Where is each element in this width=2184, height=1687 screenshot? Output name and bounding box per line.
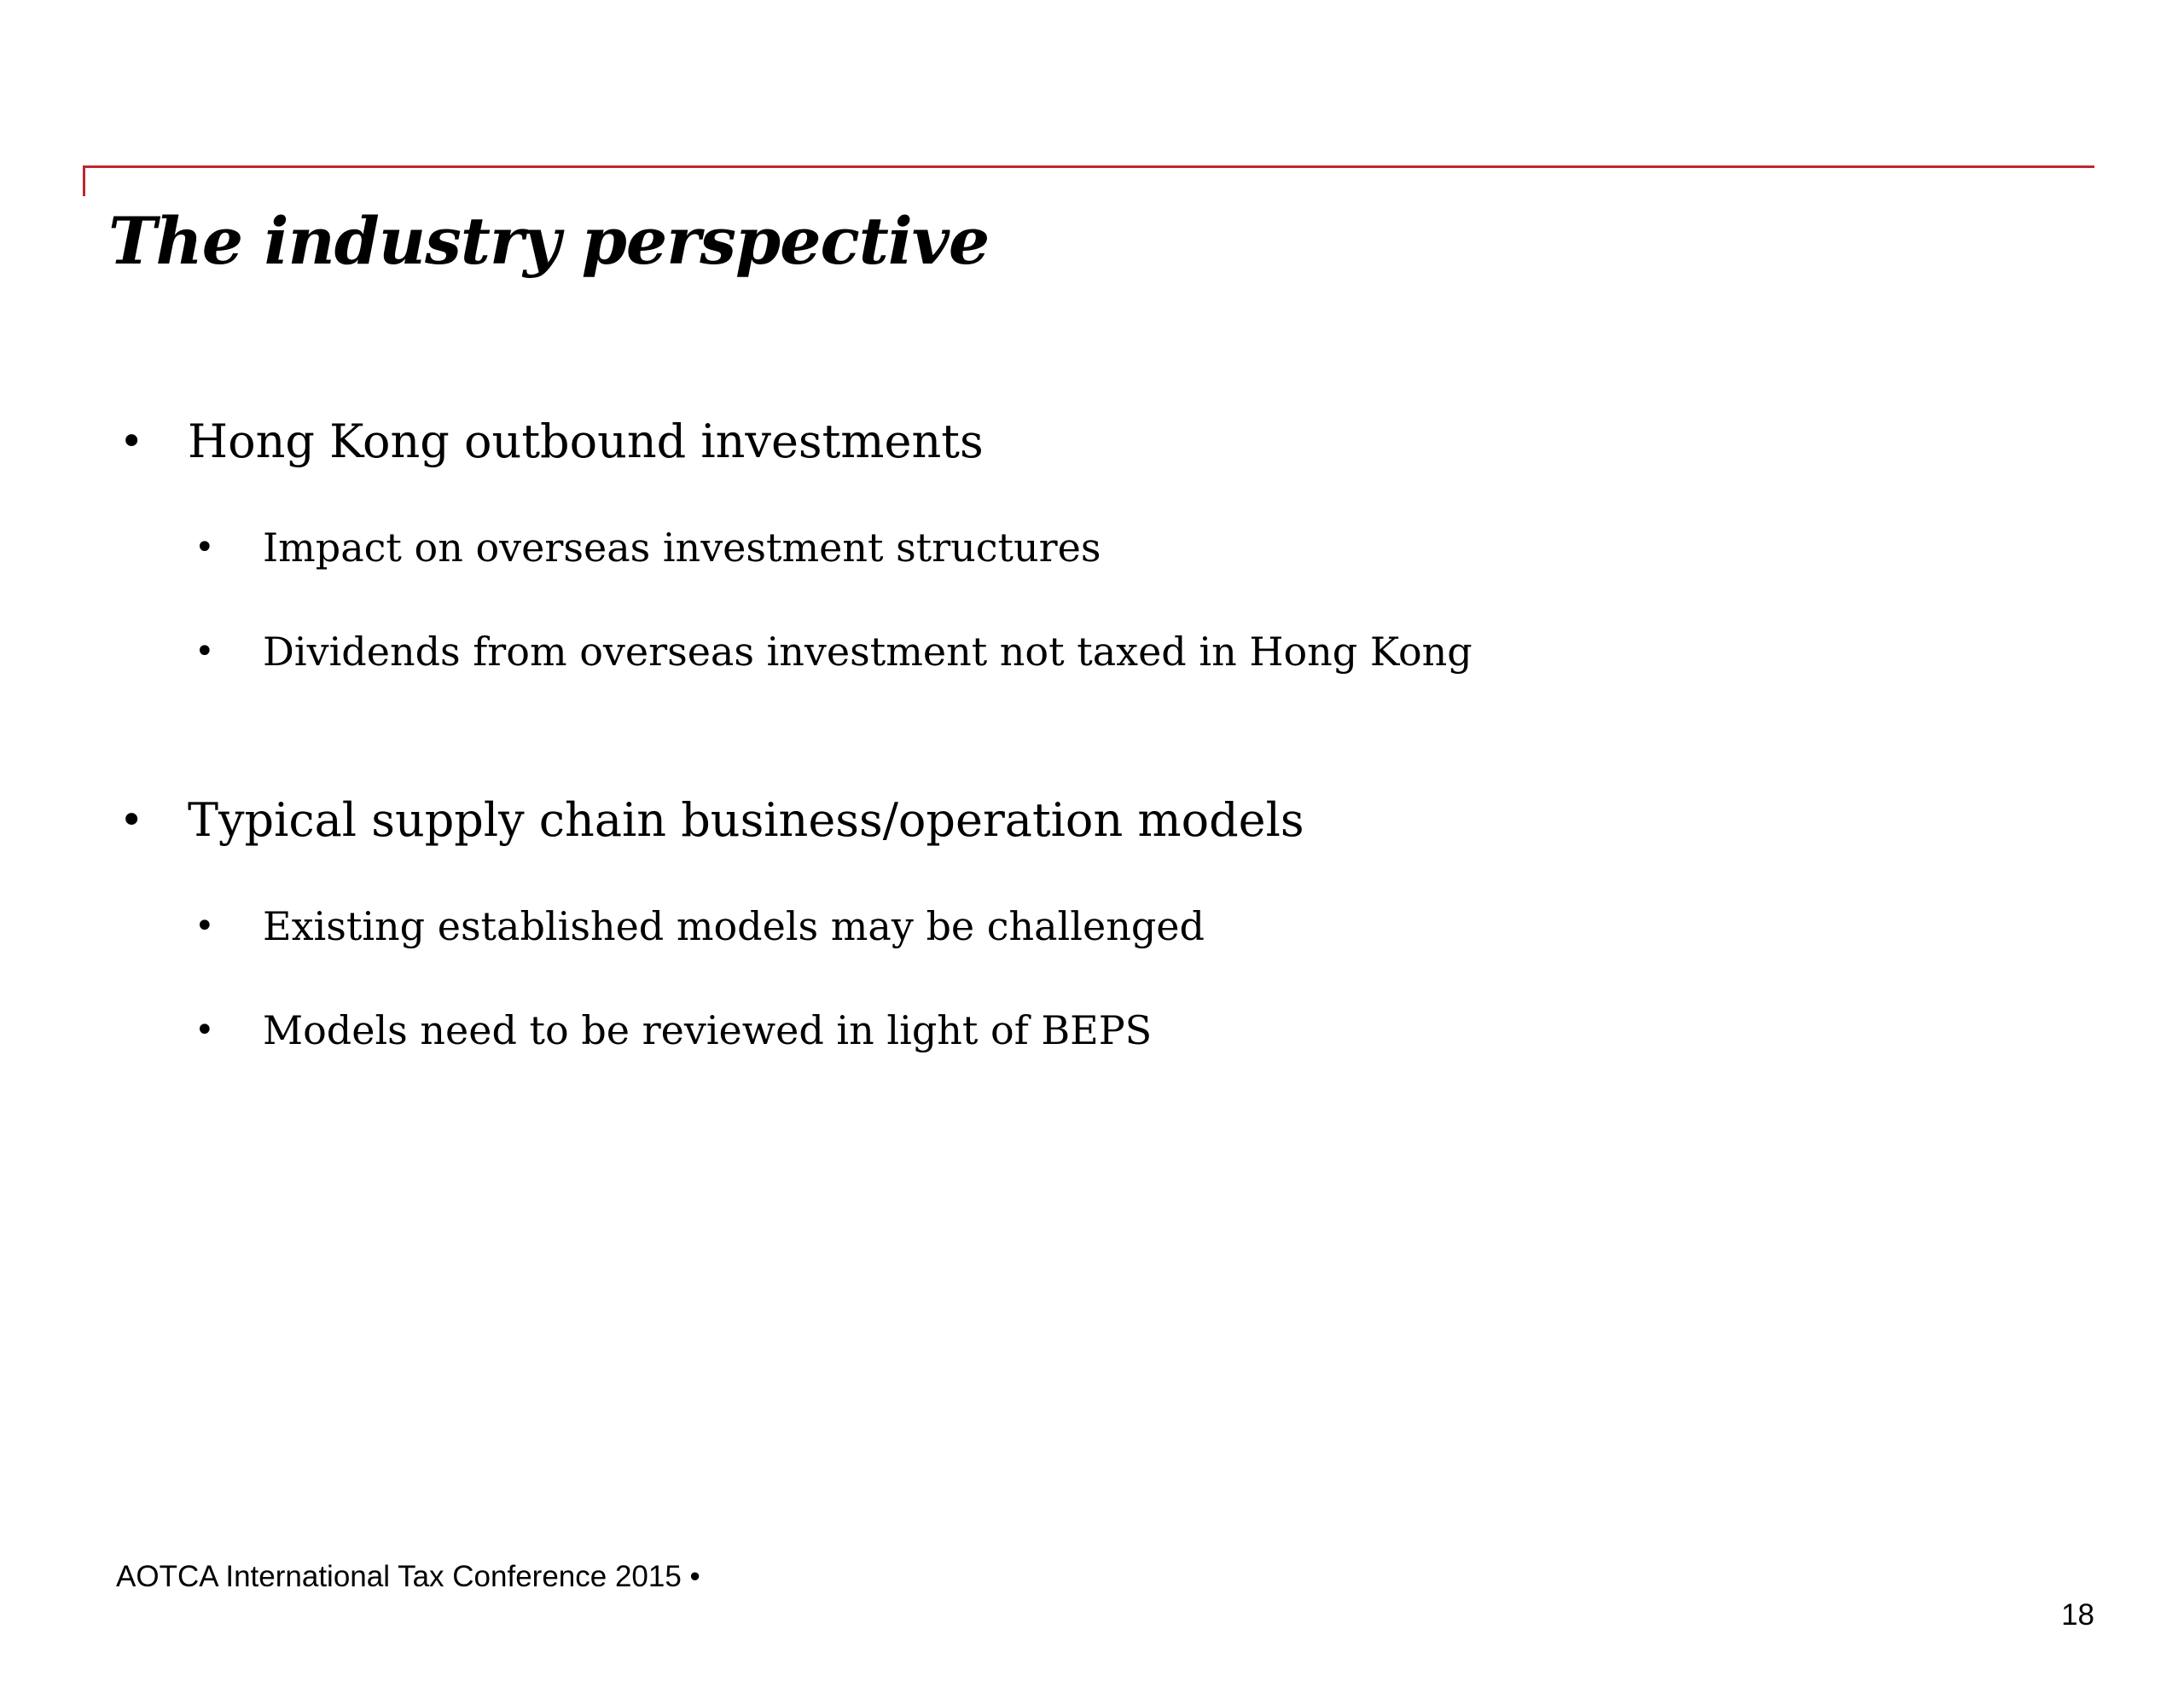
sub-bullet-text: Impact on overseas investment structures xyxy=(263,525,1101,571)
bullet-dot-icon: • xyxy=(119,418,144,466)
bullet-dot-icon: • xyxy=(195,907,215,946)
footer-conference-label: AOTCA International Tax Conference 2015 • xyxy=(116,1560,700,1593)
bullet-dot-icon: • xyxy=(119,797,144,844)
sub-bullet-text: Dividends from overseas investment not taxed in Hong Kong xyxy=(263,629,1472,675)
bullet-dot-icon: • xyxy=(195,1011,215,1050)
page-number: 18 xyxy=(2061,1598,2094,1632)
bullet-text: Hong Kong outbound investments xyxy=(188,415,984,468)
bullet-text: Typical supply chain business/operation models xyxy=(188,793,1304,847)
bullet-dot-icon: • xyxy=(195,528,215,567)
sub-bullet-text: Models need to be reviewed in light of BEPS xyxy=(263,1007,1153,1053)
sub-bullet-text: Existing established models may be challenged xyxy=(263,903,1205,949)
bullet-dot-icon: • xyxy=(195,632,215,671)
slide-title: The industry perspective xyxy=(108,203,990,279)
